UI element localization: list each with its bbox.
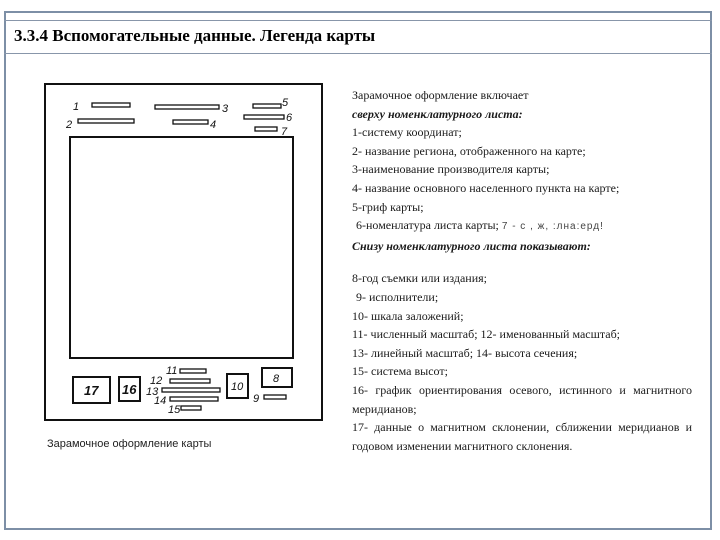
label-16: 16	[122, 382, 137, 397]
label-11: 11	[166, 365, 178, 377]
legend-bottom-header: Снизу номенклатурного листа показывают:	[352, 238, 591, 253]
legend-bottom-item: 9- исполнители;	[356, 289, 439, 304]
bar-3	[155, 105, 219, 109]
label-14: 14	[154, 395, 167, 407]
bar-6	[244, 115, 284, 119]
legend-top-item	[352, 216, 692, 237]
label-15: 15	[168, 404, 181, 416]
label-5: 5	[282, 97, 289, 109]
page-title: 3.3.4 Вспомогательные данные. Легенда карты	[14, 26, 376, 45]
bar-12	[170, 379, 210, 383]
legend-bottom-item: 16- график ориентирования осевого, истинного и магнитного меридианов;	[352, 382, 692, 416]
label-2: 2	[66, 119, 73, 131]
map-frame-diagram	[40, 75, 330, 445]
bar-7	[255, 127, 277, 131]
label-1: 1	[73, 101, 80, 113]
legend-bottom-item: 17- данные о магнитном склонении, сближении меридианов и годовом изменении магнитного склонения.	[352, 420, 692, 453]
legend-top-item-text: 6-номенлатура листа карты;	[356, 218, 499, 233]
scribble-mark: 7 - с , ж, :лна:ерд!	[501, 221, 604, 233]
legend-bottom-item: 15- система высот;	[352, 364, 448, 379]
bar-2	[78, 119, 134, 123]
bar-11	[180, 369, 206, 373]
bar-5	[253, 104, 281, 108]
label-3: 3	[222, 103, 229, 115]
legend-intro: Зарамочное оформление включает	[352, 88, 529, 102]
bar-15	[181, 406, 201, 410]
bar-1	[92, 103, 130, 107]
legend-top-item: 3-наименование производителя карты;	[352, 162, 550, 177]
label-10: 10	[231, 381, 244, 393]
label-13: 13	[146, 386, 159, 398]
label-17: 17	[84, 383, 99, 398]
bar-9	[264, 395, 286, 399]
legend-gap	[352, 255, 692, 269]
label-8: 8	[273, 373, 280, 385]
legend-top-item: 4- название основного населенного пункта на карте;	[352, 180, 620, 195]
label-6: 6	[286, 112, 293, 124]
legend-top-item: 5-гриф карты;	[352, 199, 424, 214]
label-12: 12	[150, 375, 163, 387]
legend-top-header: сверху номенклатурного листа:	[352, 106, 523, 121]
legend-top-item: 1-систему координат;	[352, 125, 462, 140]
diagram-caption: Зарамочное оформление карты	[47, 438, 212, 450]
label-7: 7	[281, 126, 288, 138]
legend-bottom-item: 8-год съемки или издания;	[352, 271, 487, 286]
legend-bottom-item: 11- численный масштаб; 12- именованный масштаб;	[352, 327, 621, 342]
legend-bottom-item: 10- шкала заложений;	[352, 308, 464, 323]
legend-bottom-item: 13- линейный масштаб; 14- высота сечения;	[352, 345, 578, 360]
bar-14	[170, 397, 218, 401]
legend-text	[352, 86, 692, 455]
bar-13	[162, 388, 220, 392]
bar-4	[173, 120, 208, 124]
label-4: 4	[210, 119, 217, 131]
map-field	[70, 137, 293, 358]
legend-top-item: 2- название региона, отображенного на карте;	[352, 143, 586, 158]
label-9: 9	[253, 393, 260, 405]
